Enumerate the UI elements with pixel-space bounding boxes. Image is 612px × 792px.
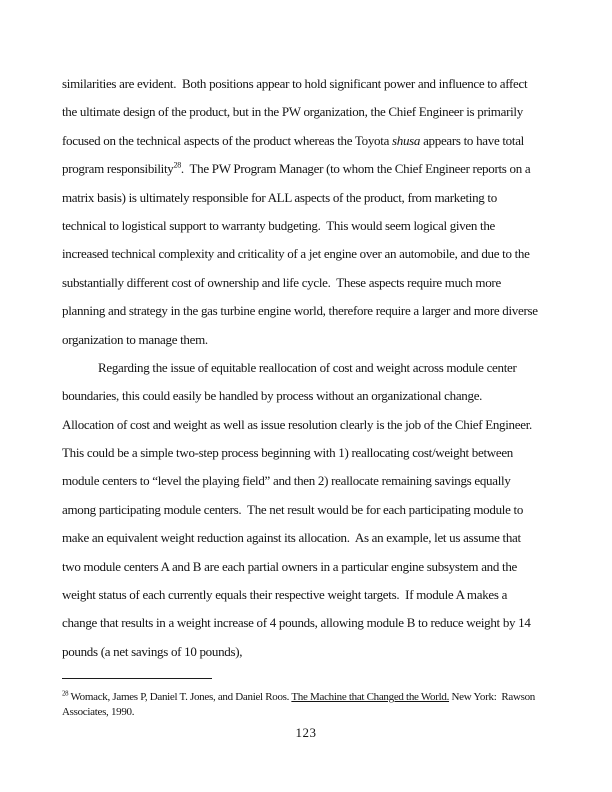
text-line xyxy=(62,439,582,467)
text-line xyxy=(62,524,582,552)
text-run: . The PW Program Manager (to whom the Chief Engineer reports on a xyxy=(180,161,531,177)
text-run: among participating module centers. The net result would be for each participating module to xyxy=(62,501,524,517)
text-run: matrix basis) is ultimately responsible for ALL aspects of the product, from marketing to xyxy=(62,189,497,205)
text-line xyxy=(62,155,582,183)
text-line xyxy=(62,467,582,495)
text-line xyxy=(62,240,582,268)
text-line xyxy=(62,354,582,382)
body-text xyxy=(62,70,582,666)
footnote xyxy=(62,690,562,719)
text-run: Regarding the issue of equitable reallocation of cost and weight across module center xyxy=(98,359,517,375)
text-line xyxy=(62,581,582,609)
text-run: substantially different cost of ownership and life cycle. These aspects require much more xyxy=(62,274,501,290)
text-run: the ultimate design of the product, but in the PW organization, the Chief Engineer is primarily xyxy=(62,104,523,120)
text-line xyxy=(62,184,582,212)
text-run: organization to manage them. xyxy=(62,331,208,347)
text-line xyxy=(62,269,582,297)
text-run: shusa xyxy=(392,132,421,148)
text-run: module centers to “level the playing field” and then 2) reallocate remaining savings equally xyxy=(62,473,511,489)
footnote-line xyxy=(62,705,562,720)
text-run: make an equivalent weight reduction against its allocation. As an example, let us assume that xyxy=(62,530,521,546)
text-run: change that results in a weight increase of 4 pounds, allowing module B to reduce weight by 14 xyxy=(62,615,531,631)
text-run: focused on the technical aspects of the product whereas the Toyota xyxy=(62,132,392,148)
text-line xyxy=(62,609,582,637)
text-run: Womack, James P, Daniel T. Jones, and Daniel Roos. xyxy=(68,691,292,703)
text-run: two module centers A and B are each partial owners in a particular engine subsystem and the xyxy=(62,558,517,574)
text-line xyxy=(62,382,582,410)
text-run: program responsibility xyxy=(62,161,174,177)
text-run: technical to logistical support to warranty budgeting. This would seem logical given the xyxy=(62,217,496,233)
text-run: weight status of each currently equals their respective weight targets. If module A makes a xyxy=(62,587,508,603)
text-run: appears to have total xyxy=(420,132,524,148)
text-line xyxy=(62,212,582,240)
text-line xyxy=(62,127,582,155)
page-number: 123 xyxy=(295,725,317,740)
text-line xyxy=(62,326,582,354)
text-run: planning and strategy in the gas turbine engine world, therefore require a larger and more diverse xyxy=(62,303,538,319)
text-run: pounds (a net savings of 10 pounds), xyxy=(62,643,243,659)
text-line xyxy=(62,70,582,98)
text-run: The Machine that Changed the World. xyxy=(291,691,450,703)
text-run: This could be a simple two-step process beginning with 1) reallocating cost/weight between xyxy=(62,445,513,461)
text-line xyxy=(62,553,582,581)
footnote-reference: 28 xyxy=(173,160,181,170)
text-line xyxy=(62,98,582,126)
footnote-separator xyxy=(62,678,212,679)
text-run: New York: Rawson xyxy=(449,691,535,703)
footnote-line xyxy=(62,690,562,705)
text-run: similarities are evident. Both positions appear to hold significant power and influence to affect xyxy=(62,76,528,91)
text-line xyxy=(62,638,582,666)
footnote-reference: 28 xyxy=(62,690,69,698)
text-run: Associates, 1990. xyxy=(62,705,135,718)
text-line xyxy=(62,411,582,439)
text-run: Allocation of cost and weight as well as issue resolution clearly is the job of the Chief Engineer. xyxy=(62,416,532,432)
text-line xyxy=(62,496,582,524)
text-run: boundaries, this could easily be handled by process without an organizational change. xyxy=(62,388,483,404)
text-run: increased technical complexity and criticality of a jet engine over an automobile, and due to the xyxy=(62,246,530,262)
text-line xyxy=(62,297,582,325)
